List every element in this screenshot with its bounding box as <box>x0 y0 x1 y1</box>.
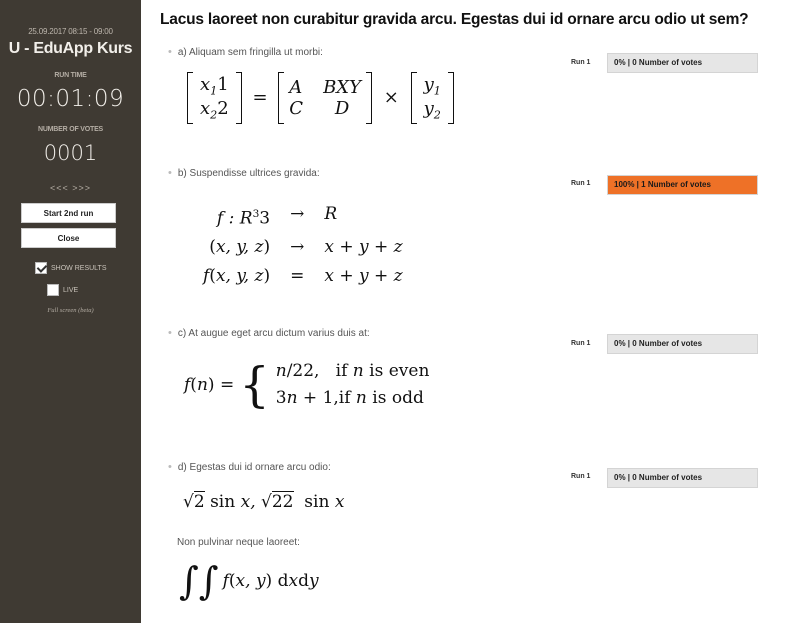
show-results-checkbox[interactable] <box>35 262 47 274</box>
runtime-value: 00:01:09 <box>16 86 125 112</box>
question-d-result-bar <box>607 468 758 488</box>
votes-label: NUMBER OF VOTES <box>37 126 104 133</box>
question-c-result-text: 0% | 0 Number of votes <box>614 339 703 348</box>
question-c-label: • c) At augue eget arcu dictum varius duis at: <box>168 327 370 339</box>
question-d-formula-1: √2 sin x, √22 sin x <box>183 492 345 512</box>
question-a-run-label: Run 1 <box>571 59 591 66</box>
sidebar <box>0 0 141 623</box>
show-results-label: SHOW RESULTS <box>51 264 107 272</box>
runtime-label: RUN TIME <box>54 72 87 79</box>
question-c-run-label: Run 1 <box>571 340 591 347</box>
question-a-formula: $x_11$ $x_22$ = A BXY C D × $y_1$ $y_2$ <box>187 72 454 124</box>
question-a-label: • a) Aliquam sem fringilla ut morbi: <box>168 46 323 58</box>
main-content <box>141 0 804 623</box>
question-nav[interactable]: <<< >>> <box>49 183 92 193</box>
session-date: 25.09.2017 08:15 - 09:00 <box>28 27 113 36</box>
question-d-run-label: Run 1 <box>571 473 591 480</box>
live-label: LIVE <box>63 286 79 294</box>
question-b-formula: f : $R^33$ → R (x, y, z) → x + y + z f(x, y, z) = x + y + z <box>203 204 403 286</box>
question-b-result-bar <box>607 175 758 195</box>
question-a-result-text: 0% | 0 Number of votes <box>614 58 703 67</box>
show-results-toggle[interactable] <box>35 262 107 274</box>
course-title: U - EduApp Kurs <box>8 40 133 57</box>
fullscreen-link[interactable]: Full screen (beta) <box>47 307 94 314</box>
question-a-result-bar <box>607 53 758 73</box>
live-checkbox[interactable] <box>47 284 59 296</box>
question-b-result-text: 100% | 1 Number of votes <box>614 180 711 189</box>
votes-count: 0001 <box>43 141 98 165</box>
question-d-sublabel: Non pulvinar neque laoreet: <box>177 537 300 548</box>
question-d-formula-2: ∫∫ f(x, y) dxdy <box>179 559 319 603</box>
start-2nd-run-button[interactable]: Start 2nd run <box>21 203 116 223</box>
question-heading: Lacus laoreet non curabitur gravida arcu. Egestas dui id ornare arcu odio ut sem? <box>160 11 749 28</box>
question-c-result-bar <box>607 334 758 354</box>
question-b-label: • b) Suspendisse ultrices gravida: <box>168 167 320 179</box>
question-d-label: • d) Egestas dui id ornare arcu odio: <box>168 461 331 473</box>
question-c-formula: f(n) = { n/22, if n is even 3n + 1,if n is odd <box>184 357 430 413</box>
question-b-run-label: Run 1 <box>571 180 591 187</box>
live-toggle[interactable] <box>47 284 78 296</box>
close-button[interactable]: Close <box>21 228 116 248</box>
question-d-result-text: 0% | 0 Number of votes <box>614 473 703 482</box>
